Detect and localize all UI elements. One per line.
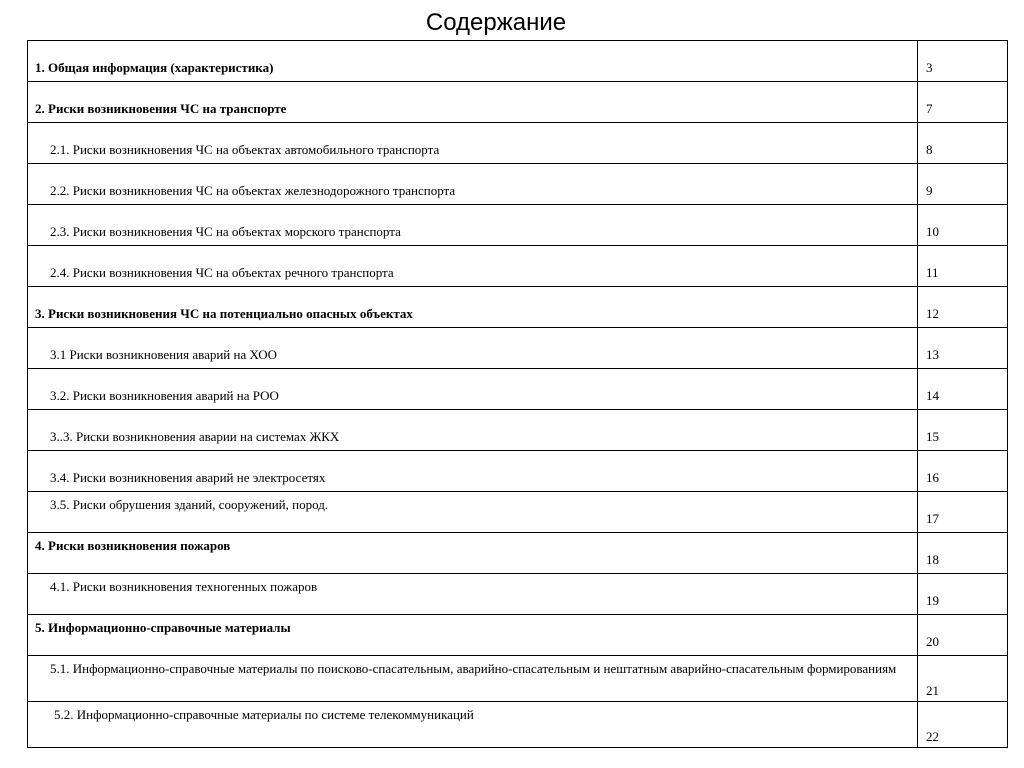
toc-page-cell bbox=[918, 82, 1008, 123]
toc-entry-title[interactable]: 3..3. Риски возникновения аварии на системах ЖКХ bbox=[50, 429, 340, 444]
toc-page-number: 8 bbox=[926, 142, 933, 157]
toc-page-cell bbox=[918, 533, 1008, 574]
toc-entry-cell bbox=[28, 615, 918, 656]
toc-row bbox=[28, 492, 1008, 533]
toc-entry-cell bbox=[28, 164, 918, 205]
toc-entry-cell bbox=[28, 492, 918, 533]
toc-page-number: 12 bbox=[926, 306, 939, 321]
toc-page-number: 7 bbox=[926, 101, 933, 116]
toc-row bbox=[28, 533, 1008, 574]
toc-entry-cell bbox=[28, 369, 918, 410]
toc-entry-cell bbox=[28, 451, 918, 492]
toc-page-cell bbox=[918, 410, 1008, 451]
toc-entry-cell bbox=[28, 574, 918, 615]
toc-row bbox=[28, 369, 1008, 410]
toc-row bbox=[28, 287, 1008, 328]
toc-page-number: 18 bbox=[926, 552, 939, 567]
toc-entry-title[interactable]: 2.4. Риски возникновения ЧС на объектах речного транспорта bbox=[50, 265, 394, 280]
toc-row bbox=[28, 615, 1008, 656]
toc-page-number: 11 bbox=[926, 265, 939, 280]
toc-entry-title[interactable]: 2.2. Риски возникновения ЧС на объектах железнодорожного транспорта bbox=[50, 183, 456, 198]
toc-row bbox=[28, 451, 1008, 492]
toc-page-number: 13 bbox=[926, 347, 939, 362]
toc-page-cell bbox=[918, 246, 1008, 287]
toc-page-cell bbox=[918, 702, 1008, 748]
toc-entry-title[interactable]: 1. Общая информация (характеристика) bbox=[35, 60, 274, 75]
toc-row bbox=[28, 410, 1008, 451]
toc-entry-cell bbox=[28, 410, 918, 451]
toc-entry-title[interactable]: 3.4. Риски возникновения аварий не электросетях bbox=[50, 470, 326, 485]
toc-row bbox=[28, 656, 1008, 702]
toc-row bbox=[28, 574, 1008, 615]
toc-entry-cell bbox=[28, 656, 918, 702]
page-title: Содержание bbox=[425, 9, 567, 36]
toc-entry-title[interactable]: 3.2. Риски возникновения аварий на РОО bbox=[50, 388, 279, 403]
toc-page-number: 10 bbox=[926, 224, 939, 239]
toc-page-cell bbox=[918, 328, 1008, 369]
toc-row bbox=[28, 246, 1008, 287]
toc-entry-title[interactable]: 3.1 Риски возникновения аварий на ХОО bbox=[50, 347, 277, 362]
toc-page-number: 19 bbox=[926, 593, 939, 608]
toc-entry-cell bbox=[28, 533, 918, 574]
toc-entry-cell bbox=[28, 205, 918, 246]
toc-row bbox=[28, 164, 1008, 205]
toc-entry-cell bbox=[28, 246, 918, 287]
toc-entry-cell bbox=[28, 328, 918, 369]
toc-page-cell bbox=[918, 164, 1008, 205]
toc-entry-title[interactable]: 2. Риски возникновения ЧС на транспорте bbox=[35, 101, 287, 116]
toc-page-cell bbox=[918, 451, 1008, 492]
toc-entry-cell bbox=[28, 123, 918, 164]
toc-page-cell bbox=[918, 123, 1008, 164]
toc-page-cell bbox=[918, 41, 1008, 82]
toc-entry-text: 5.1. Информационно-справочные материалы по поисково-спасательным, аварийно-спасательным и нештатным аварийно-спасательным формированиям bbox=[50, 661, 897, 676]
toc-page-number: 17 bbox=[926, 511, 939, 526]
toc-row bbox=[28, 41, 1008, 82]
toc-page-cell bbox=[918, 656, 1008, 702]
toc-entry-title[interactable]: 4. Риски возникновения пожаров bbox=[35, 538, 231, 553]
toc-row bbox=[28, 328, 1008, 369]
toc-page-cell bbox=[918, 615, 1008, 656]
toc-entry-cell bbox=[28, 82, 918, 123]
toc-entry-title[interactable]: 5. Информационно-справочные материалы bbox=[35, 620, 291, 635]
toc-page-number: 14 bbox=[926, 388, 939, 403]
toc-page-cell bbox=[918, 574, 1008, 615]
toc-page-cell bbox=[918, 205, 1008, 246]
toc-entry-title[interactable]: 2.1. Риски возникновения ЧС на объектах автомобильного транспорта bbox=[50, 142, 440, 157]
toc-page-number: 21 bbox=[926, 683, 939, 698]
toc-entry-title[interactable]: 3. Риски возникновения ЧС на потенциально опасных объектах bbox=[35, 306, 413, 321]
toc-page-number: 15 bbox=[926, 429, 939, 444]
toc-page-cell bbox=[918, 287, 1008, 328]
toc-table bbox=[27, 40, 1008, 748]
toc-entry-cell bbox=[28, 702, 918, 748]
toc-page-number: 20 bbox=[926, 634, 939, 649]
toc-page-number: 9 bbox=[926, 183, 933, 198]
toc-page-number: 22 bbox=[926, 729, 939, 744]
toc-row bbox=[28, 702, 1008, 748]
toc-row bbox=[28, 205, 1008, 246]
toc-row bbox=[28, 82, 1008, 123]
toc-page-number: 3 bbox=[926, 60, 933, 75]
toc-entry-title[interactable] bbox=[28, 656, 917, 701]
toc-entry-cell bbox=[28, 287, 918, 328]
toc-row bbox=[28, 123, 1008, 164]
toc-page-cell bbox=[918, 492, 1008, 533]
toc-page-number: 16 bbox=[926, 470, 939, 485]
toc-entry-title[interactable]: 3.5. Риски обрушения зданий, сооружений, пород. bbox=[50, 497, 329, 512]
toc-entry-title[interactable]: 2.3. Риски возникновения ЧС на объектах морского транспорта bbox=[50, 224, 401, 239]
toc-page-cell bbox=[918, 369, 1008, 410]
toc-entry-title[interactable]: 4.1. Риски возникновения техногенных пожаров bbox=[50, 579, 318, 594]
toc-entry-cell bbox=[28, 41, 918, 82]
toc-entry-title[interactable]: 5.2. Информационно-справочные материалы по системе телекоммуникаций bbox=[54, 707, 474, 722]
